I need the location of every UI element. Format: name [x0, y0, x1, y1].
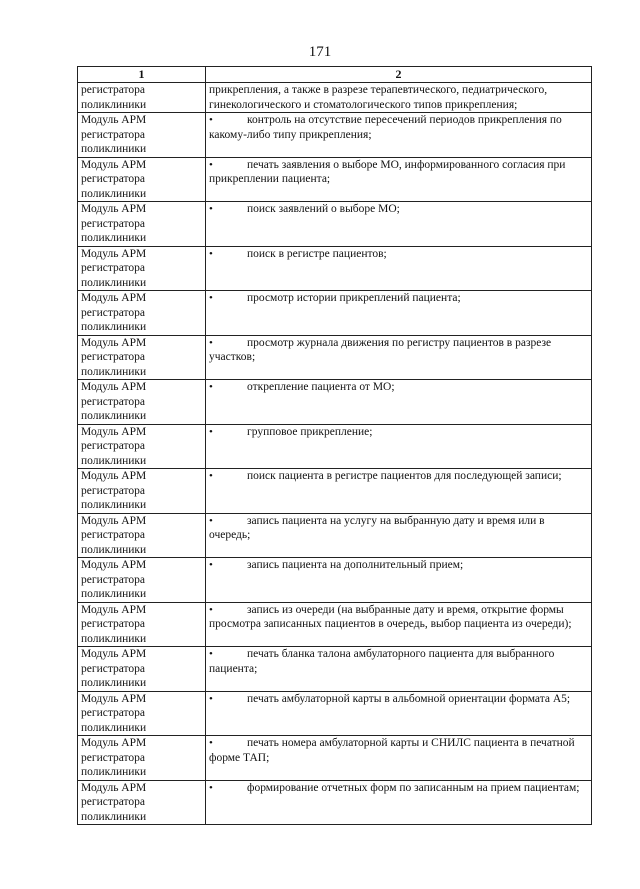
module-cell: Модуль АРМ регистратора поликлиники: [78, 246, 206, 291]
table-row: [78, 335, 592, 380]
table-row: [78, 780, 592, 825]
function-cell: [206, 202, 592, 247]
requirements-table: [77, 66, 592, 825]
table-row: [78, 291, 592, 336]
function-text: поиск пациента в регистре пациентов для последующей записи;: [247, 470, 562, 482]
table-header-row: [78, 67, 592, 83]
bullet-icon: [209, 603, 247, 618]
module-cell: Модуль АРМ регистратора поликлиники: [78, 291, 206, 336]
bullet-icon: [209, 158, 247, 173]
module-cell: Модуль АРМ регистратора поликлиники: [78, 736, 206, 781]
function-cell: [206, 469, 592, 514]
function-text: формирование отчетных форм по записанным на прием пациентам;: [247, 781, 580, 794]
table-row: [78, 691, 592, 736]
function-text: поиск заявлений о выборе МО;: [247, 203, 400, 215]
function-cell: [206, 736, 592, 781]
bullet-icon: [209, 514, 247, 529]
table-row: [78, 157, 592, 202]
function-text: печать номера амбулаторной карты и СНИЛС пациента в печатной форме ТАП;: [209, 737, 575, 764]
module-cell: регистратора поликлиники: [78, 83, 206, 113]
function-text: печать бланка талона амбулаторного пациента для выбранного пациента;: [209, 648, 555, 675]
function-text: просмотр истории прикреплений пациента;: [247, 292, 461, 304]
function-text: просмотр журнала движения по регистру пациентов в разрезе участков;: [209, 336, 552, 363]
function-text: печать заявления о выборе МО, информированного согласия при прикреплении пациента;: [209, 158, 566, 185]
column-header-2: 2: [206, 67, 592, 83]
module-cell: Модуль АРМ регистратора поликлиники: [78, 424, 206, 469]
function-cell: [206, 291, 592, 336]
function-text: печать амбулаторной карты в альбомной ориентации формата А5;: [247, 692, 571, 705]
table-row: [78, 380, 592, 425]
column-header-1: 1: [78, 67, 206, 83]
table-row: [78, 469, 592, 514]
table-row: [78, 113, 592, 158]
function-cell: [206, 513, 592, 558]
module-cell: Модуль АРМ регистратора поликлиники: [78, 335, 206, 380]
bullet-icon: [209, 113, 247, 128]
bullet-icon: [209, 647, 247, 662]
function-text: запись пациента на дополнительный прием;: [247, 559, 464, 571]
module-cell: Модуль АРМ регистратора поликлиники: [78, 691, 206, 736]
module-cell: Модуль АРМ регистратора поликлиники: [78, 513, 206, 558]
module-cell: Модуль АРМ регистратора поликлиники: [78, 647, 206, 692]
module-cell: Модуль АРМ регистратора поликлиники: [78, 469, 206, 514]
function-cell: [206, 647, 592, 692]
table-row: [78, 83, 592, 113]
function-cell: [206, 246, 592, 291]
bullet-icon: [209, 202, 247, 217]
bullet-icon: [209, 781, 247, 796]
function-text: контроль на отсутствие пересечений периодов прикрепления по какому-либо типу прикрепления;: [209, 114, 562, 141]
page-number: 171: [308, 44, 332, 60]
bullet-icon: [209, 736, 247, 751]
function-text: поиск в регистре пациентов;: [247, 247, 387, 260]
table-row: [78, 202, 592, 247]
table-row: [78, 647, 592, 692]
table-row: [78, 424, 592, 469]
module-cell: Модуль АРМ регистратора поликлиники: [78, 558, 206, 603]
module-cell: Модуль АРМ регистратора поликлиники: [78, 202, 206, 247]
function-cell: прикрепления, а также в разрезе терапевтического, педиатрического, гинекологического и стоматологического типов прикрепления;: [206, 83, 592, 113]
function-cell: [206, 380, 592, 425]
table-row: [78, 246, 592, 291]
table-row: [78, 558, 592, 603]
bullet-icon: [209, 247, 247, 262]
function-cell: [206, 780, 592, 825]
module-cell: Модуль АРМ регистратора поликлиники: [78, 380, 206, 425]
function-cell: [206, 691, 592, 736]
module-cell: Модуль АРМ регистратора поликлиники: [78, 113, 206, 158]
bullet-icon: [209, 291, 247, 306]
bullet-icon: [209, 558, 247, 573]
table-row: [78, 602, 592, 647]
module-cell: Модуль АРМ регистратора поликлиники: [78, 780, 206, 825]
module-cell: Модуль АРМ регистратора поликлиники: [78, 157, 206, 202]
table-row: [78, 513, 592, 558]
bullet-icon: [209, 380, 247, 395]
table-row: [78, 736, 592, 781]
module-cell: Модуль АРМ регистратора поликлиники: [78, 602, 206, 647]
bullet-icon: [209, 336, 247, 351]
function-cell: [206, 157, 592, 202]
function-cell: [206, 424, 592, 469]
function-text: запись из очереди (на выбранные дату и время, открытие формы просмотра записанных пациентов в очередь, выбор пациента из очереди);: [209, 603, 572, 630]
function-text: открепление пациента от МО;: [247, 381, 395, 393]
function-cell: [206, 558, 592, 603]
function-text: групповое прикрепление;: [247, 425, 373, 438]
bullet-icon: [209, 469, 247, 484]
function-cell: [206, 602, 592, 647]
bullet-icon: [209, 692, 247, 707]
function-cell: [206, 113, 592, 158]
function-cell: [206, 335, 592, 380]
bullet-icon: [209, 425, 247, 440]
function-text: запись пациента на услугу на выбранную дату и время или в очередь;: [209, 514, 545, 541]
